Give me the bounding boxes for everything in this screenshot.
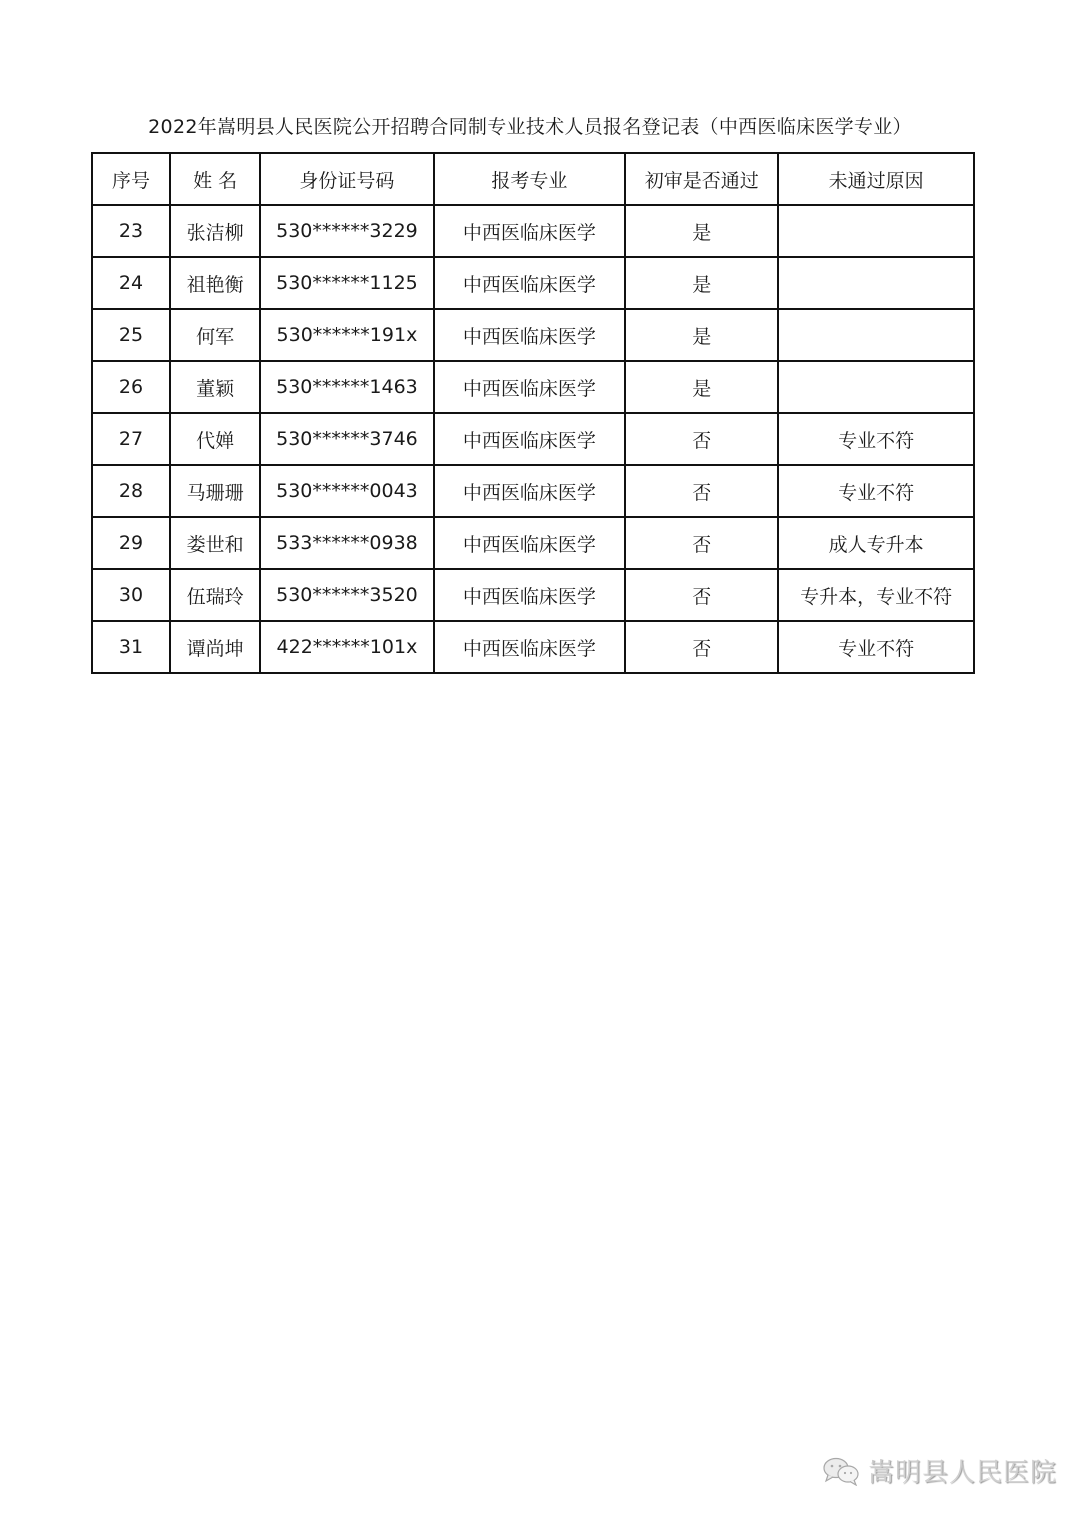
cell-no: 25 — [92, 309, 170, 361]
cell-name: 马珊珊 — [170, 465, 260, 517]
table-row — [92, 361, 974, 413]
cell-major: 中西医临床医学 — [434, 205, 626, 257]
cell-name: 祖艳衡 — [170, 257, 260, 309]
cell-no: 28 — [92, 465, 170, 517]
cell-passed: 否 — [625, 465, 778, 517]
table-row — [92, 309, 974, 361]
cell-id: 530******1463 — [260, 361, 433, 413]
cell-passed: 是 — [625, 361, 778, 413]
header-id: 身份证号码 — [260, 153, 433, 205]
cell-reason: 专业不符 — [778, 413, 974, 465]
table-row — [92, 465, 974, 517]
header-name: 姓 名 — [170, 153, 260, 205]
cell-name: 张洁柳 — [170, 205, 260, 257]
page-title: 2022年嵩明县人民医院公开招聘合同制专业技术人员报名登记表（中西医临床医学专业） — [148, 116, 912, 138]
header-reason: 未通过原因 — [778, 153, 974, 205]
cell-name: 谭尚坤 — [170, 621, 260, 673]
cell-reason: 成人专升本 — [778, 517, 974, 569]
cell-passed: 是 — [625, 309, 778, 361]
cell-name: 伍瑞玲 — [170, 569, 260, 621]
table-row — [92, 413, 974, 465]
cell-id: 530******3229 — [260, 205, 433, 257]
cell-no: 24 — [92, 257, 170, 309]
cell-id: 422******101x — [260, 621, 433, 673]
cell-name: 代婵 — [170, 413, 260, 465]
cell-reason — [778, 309, 974, 361]
cell-reason — [778, 205, 974, 257]
cell-reason — [778, 361, 974, 413]
header-passed: 初审是否通过 — [625, 153, 778, 205]
cell-major: 中西医临床医学 — [434, 517, 626, 569]
cell-reason: 专业不符 — [778, 621, 974, 673]
table-row — [92, 621, 974, 673]
cell-id: 530******1125 — [260, 257, 433, 309]
cell-no: 30 — [92, 569, 170, 621]
wechat-icon — [822, 1456, 862, 1486]
table-row — [92, 205, 974, 257]
cell-no: 27 — [92, 413, 170, 465]
cell-reason: 专升本，专业不符 — [778, 569, 974, 621]
cell-no: 29 — [92, 517, 170, 569]
cell-major: 中西医临床医学 — [434, 257, 626, 309]
cell-name: 娄世和 — [170, 517, 260, 569]
cell-passed: 是 — [625, 205, 778, 257]
cell-name: 董颖 — [170, 361, 260, 413]
watermark-text: 嵩明县人民医院 — [868, 1458, 1058, 1488]
cell-id: 530******3746 — [260, 413, 433, 465]
cell-passed: 否 — [625, 413, 778, 465]
cell-major: 中西医临床医学 — [434, 569, 626, 621]
cell-passed: 是 — [625, 257, 778, 309]
table-row — [92, 257, 974, 309]
header-no: 序号 — [92, 153, 170, 205]
cell-no: 23 — [92, 205, 170, 257]
watermark — [822, 1452, 1057, 1489]
cell-passed: 否 — [625, 517, 778, 569]
cell-id: 530******191x — [260, 309, 433, 361]
cell-major: 中西医临床医学 — [434, 413, 626, 465]
cell-no: 26 — [92, 361, 170, 413]
table-header-row — [92, 153, 974, 205]
cell-major: 中西医临床医学 — [434, 621, 626, 673]
cell-id: 533******0938 — [260, 517, 433, 569]
table-row — [92, 569, 974, 621]
cell-no: 31 — [92, 621, 170, 673]
table-row — [92, 517, 974, 569]
cell-passed: 否 — [625, 621, 778, 673]
registration-table — [91, 152, 975, 674]
cell-passed: 否 — [625, 569, 778, 621]
cell-id: 530******3520 — [260, 569, 433, 621]
cell-id: 530******0043 — [260, 465, 433, 517]
cell-reason: 专业不符 — [778, 465, 974, 517]
cell-major: 中西医临床医学 — [434, 361, 626, 413]
header-major: 报考专业 — [434, 153, 626, 205]
cell-reason — [778, 257, 974, 309]
cell-major: 中西医临床医学 — [434, 465, 626, 517]
cell-name: 何军 — [170, 309, 260, 361]
cell-major: 中西医临床医学 — [434, 309, 626, 361]
